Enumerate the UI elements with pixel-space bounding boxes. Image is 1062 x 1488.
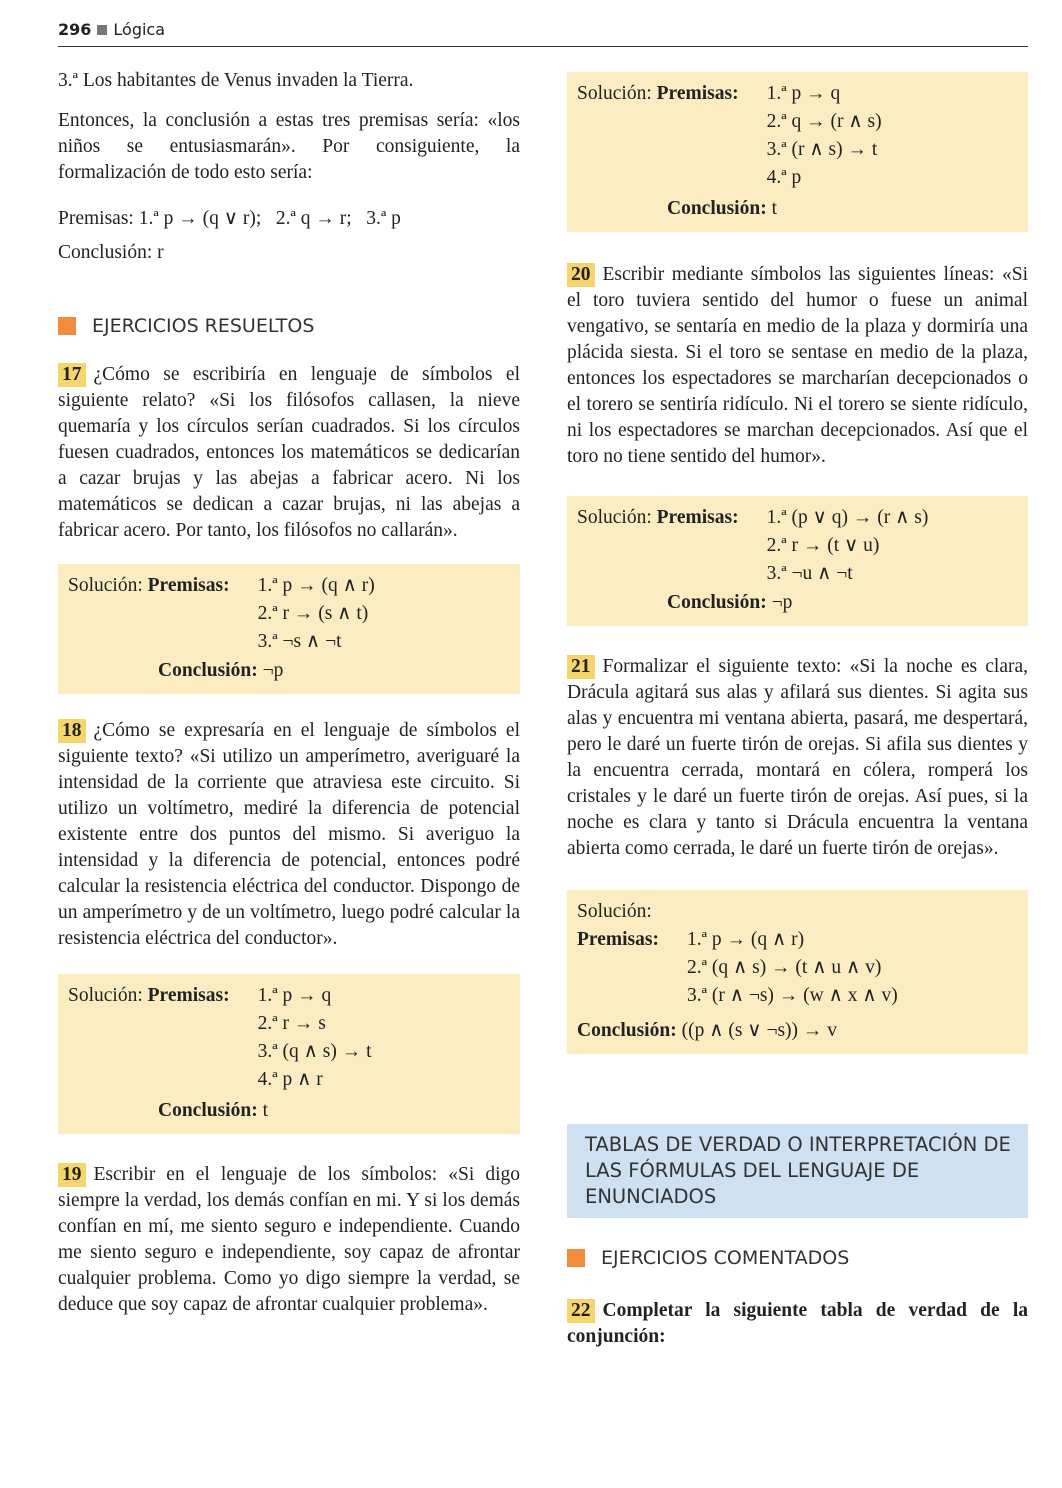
section-heading: EJERCICIOS COMENTADOS <box>567 1244 1028 1272</box>
solution-box-17: Solución: Premisas: 1.ª p → (q ∧ r) 2.ª r → (s ∧ t) 3.ª ¬s ∧ ¬t Conclusión: ¬p <box>58 564 520 694</box>
exercise-21: 21 Formalizar el siguiente texto: «Si la noche es clara, Drácula agitará sus alas y afilará sus dientes. Si agita sus alas y encuentra mi ventana abierta, pasará, me despertará, pero le daré un fuerte tirón de orejas. Si afila sus dientes y la encuentra cerrada, montará en cólera, romperá los cristales y le daré un fuerte tirón de orejas. Así pues, si la noche es clara y tanto si Drácula encuentra la ventana abierta como cerrada, le daré un fuerte tirón de orejas». <box>567 656 1028 859</box>
square-icon <box>97 25 107 35</box>
exercise-22: 22 Completar la siguiente tabla de verdad de la conjunción: <box>567 1300 1028 1347</box>
solution-box-18: Solución: Premisas: 1.ª p → q 2.ª r → s 3.ª (q ∧ s) → t 4.ª p ∧ r Conclusión: t <box>58 974 520 1134</box>
exercise-20: 20 Escribir mediante símbolos las siguientes líneas: «Si el toro tuviera sentido del humor o fuese un animal vengativo, se sentaría en medio de la plaza y dormiría una plácida siesta. Si el toro se sentase en medio de la plaza, entonces los espectadores se marcharían decepcionados o el torero se sentiría ridículo. Ni el torero se siente ridículo, ni los espectadores se marchan decepcionados. Así que el toro no tiene sentido del humor». <box>567 264 1028 467</box>
intro-line: 3.ª Los habitantes de Venus invaden la Tierra. <box>58 70 414 91</box>
solution-box-21: Solución: Premisas: 1.ª p → (q ∧ r) 2.ª (q ∧ s) → (t ∧ u ∧ v) 3.ª (r ∧ ¬s) → (w ∧ x ∧ v) Conclusión: ((p ∧ (s ∨ ¬s)) → v <box>567 890 1028 1054</box>
topic-title-box: TABLAS DE VERDAD O INTERPRETACIÓN DE LAS FÓRMULAS DEL LENGUAJE DE ENUNCIADOS <box>567 1124 1028 1218</box>
page-header <box>58 20 1028 47</box>
intro-paragraph: Entonces, la conclusión a estas tres premisas sería: «los niños se entusiasmarán». Por consiguiente, la formalización de todo esto sería: <box>58 110 520 183</box>
conclusion-line: Conclusión: r <box>58 242 164 263</box>
premises-line: Premisas: 1.ª p → (q ∨ r); 2.ª q → r; 3.ª p <box>58 208 401 229</box>
page-number: 296 <box>58 20 92 39</box>
running-title: Lógica <box>113 20 166 39</box>
exercise-18: 18 ¿Cómo se expresaría en el lenguaje de símbolos el siguiente texto? «Si utilizo un amperímetro, averiguaré la intensidad de la corriente que atraviesa este circuito. Si utilizo un voltímetro, mediré la diferencia de potencial existente entre dos puntos del mismo. Si averiguo la intensidad y la diferencia de potencial, entonces podré calcular la resistencia eléctrica del conductor. Dispongo de un amperímetro y de un voltímetro, luego podré calcular la resistencia eléctrica del conductor». <box>58 720 520 949</box>
exercise-number: 21 <box>567 655 595 679</box>
exercise-number: 20 <box>567 263 595 287</box>
exercise-19: 19 Escribir en el lenguaje de los símbolos: «Si digo siempre la verdad, los demás confían en mi. Y si los demás confían en mí, me siento seguro e independiente. Cuando me siento seguro e independiente, soy capaz de afrontar cualquier problema. Como yo digo siempre la verdad, se deduce que soy capaz de afrontar cualquier problema». <box>58 1164 520 1315</box>
section-heading: EJERCICIOS RESUELTOS <box>58 312 520 340</box>
solution-box-20: Solución: Premisas: 1.ª (p ∨ q) → (r ∧ s) 2.ª r → (t ∨ u) 3.ª ¬u ∧ ¬t Conclusión: ¬p <box>567 496 1028 626</box>
right-column <box>567 72 1028 1350</box>
solution-box-19: Solución: Premisas: 1.ª p → q 2.ª q → (r ∧ s) 3.ª (r ∧ s) → t 4.ª p Conclusión: t <box>567 72 1028 232</box>
exercise-number: 19 <box>58 1163 86 1187</box>
exercise-number: 22 <box>567 1299 595 1323</box>
orange-square-icon <box>567 1249 585 1267</box>
exercise-number: 18 <box>58 719 86 743</box>
exercise-number: 17 <box>58 363 86 387</box>
exercise-17: 17 ¿Cómo se escribiría en lenguaje de símbolos el siguiente relato? «Si los filósofos callasen, la nieve quemaría y los círculos serían cuadrados. Si los círculos fuesen cuadrados, entonces los matemáticos se dedicarían a cazar brujas y las abejas a fabricar acero. Ni los matemáticos se dedican a cazar brujas, ni las abejas a fabricar acero. Por tanto, los filósofos no callarán». <box>58 364 520 541</box>
orange-square-icon <box>58 317 76 335</box>
left-column <box>58 68 520 1318</box>
